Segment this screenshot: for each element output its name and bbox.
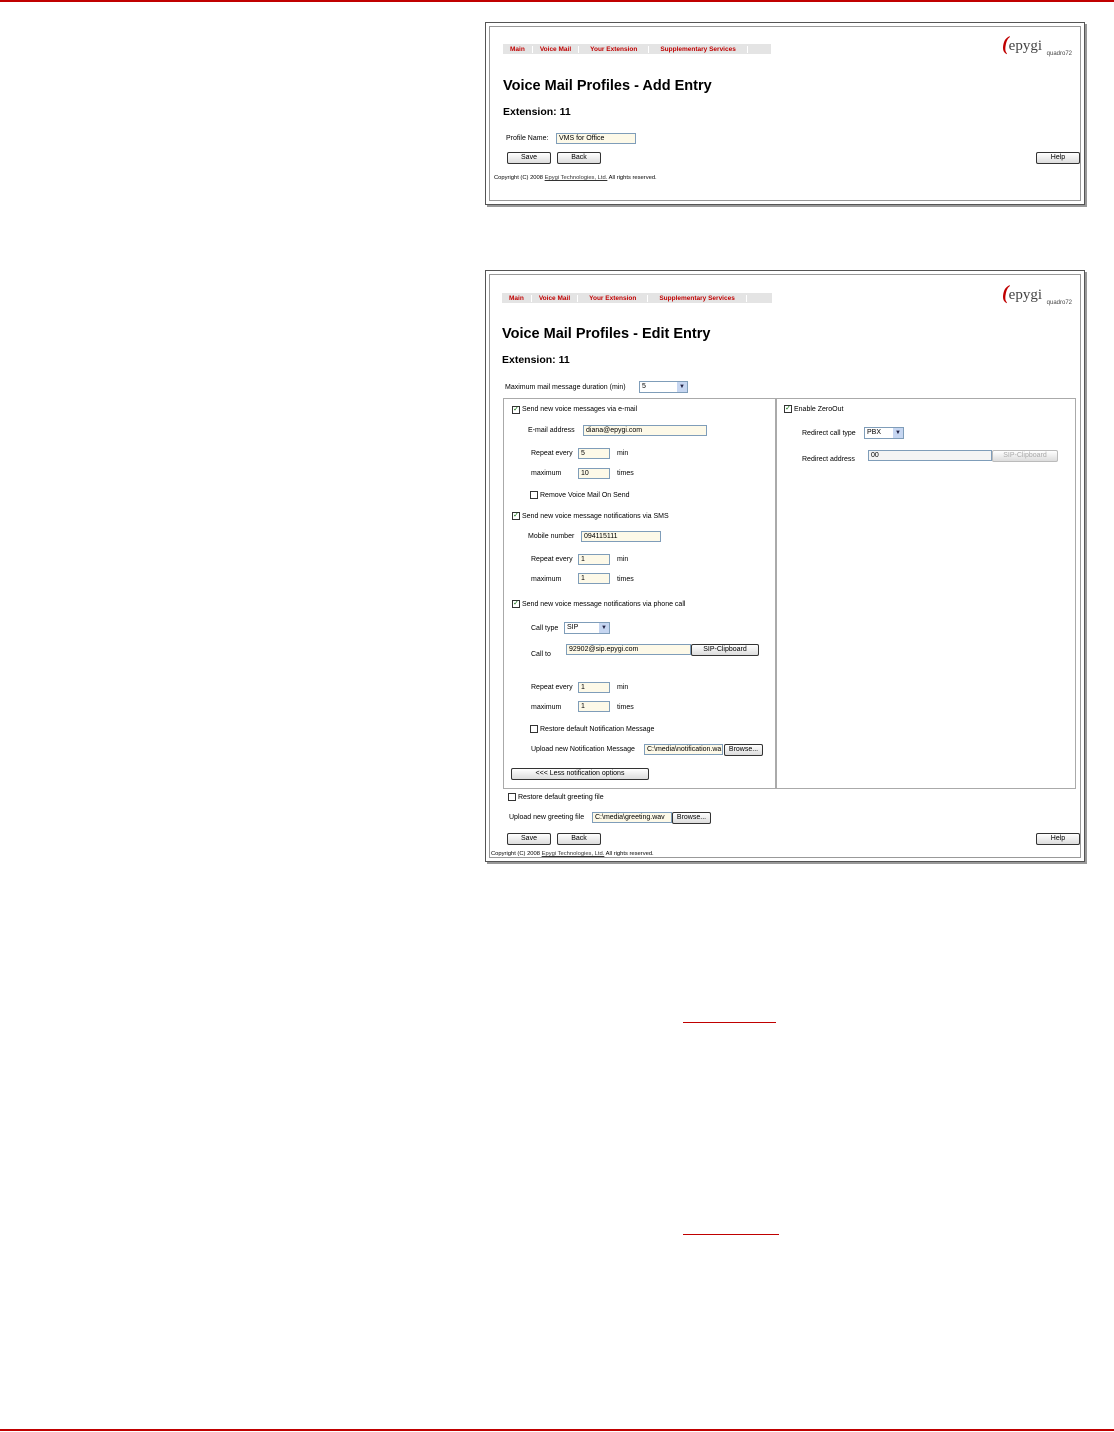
restore-notification-checkbox[interactable] xyxy=(530,725,538,733)
top-rule xyxy=(0,0,1114,2)
remove-voicemail-label: Remove Voice Mail On Send xyxy=(540,492,630,499)
save-button[interactable]: Save xyxy=(507,833,551,845)
email-repeat-input[interactable]: 5 xyxy=(578,448,610,459)
copyright-link[interactable]: Epygi Technologies, Ltd. xyxy=(544,175,608,181)
link-underline-1 xyxy=(683,1022,776,1023)
nav-voice-mail[interactable]: Voice Mail xyxy=(532,295,578,302)
phone-call-checkbox[interactable]: ✓ xyxy=(513,600,519,607)
max-duration-label: Maximum mail message duration (min) xyxy=(505,384,626,391)
call-type-select[interactable]: SIP ▼ xyxy=(564,622,610,634)
nav-your-extension[interactable]: Your Extension xyxy=(578,295,648,302)
extension-label: Extension: 11 xyxy=(502,354,570,366)
chevron-down-icon: ▼ xyxy=(677,382,687,392)
add-entry-screenshot xyxy=(485,22,1085,205)
zeroout-checkbox[interactable]: ✓ xyxy=(785,405,791,412)
epygi-logo: (epygi quadro72 xyxy=(1002,282,1072,306)
phone-max-unit: times xyxy=(617,704,634,711)
nav-bar xyxy=(502,293,772,303)
sip-clipboard-button[interactable]: SIP-Clipboard xyxy=(691,644,759,656)
nav-supplementary-services[interactable]: Supplementary Services xyxy=(648,295,747,302)
zeroout-sip-clipboard-button[interactable]: SIP-Clipboard xyxy=(992,450,1058,462)
restore-greeting-checkbox[interactable] xyxy=(508,793,516,801)
upload-notification-input[interactable]: C:\media\notification.wa xyxy=(644,744,723,755)
sms-check-label: Send new voice message notifications via SMS xyxy=(522,513,669,520)
copyright: Copyright (C) 2008 Epygi Technologies, Ltd. All rights reserved. xyxy=(491,851,654,857)
upload-greeting-label: Upload new greeting file xyxy=(509,814,585,821)
restore-notification-label: Restore default Notification Message xyxy=(540,726,655,733)
phone-max-input[interactable]: 1 xyxy=(578,701,610,712)
sms-repeat-label: Repeat every xyxy=(531,556,573,563)
mobile-number-input[interactable]: 094115111 xyxy=(581,531,661,542)
email-address-label: E-mail address xyxy=(528,427,575,434)
email-repeat-unit: min xyxy=(617,450,629,457)
profile-name-input[interactable]: VMS for Office xyxy=(556,133,636,144)
help-button[interactable]: Help xyxy=(1036,833,1080,845)
email-repeat-label: Repeat every xyxy=(531,450,573,457)
less-options-button[interactable]: <<< Less notification options xyxy=(511,768,649,780)
redirect-type-label: Redirect call type xyxy=(802,430,856,437)
upload-notification-label: Upload new Notification Message xyxy=(531,746,635,753)
sms-max-input[interactable]: 1 xyxy=(578,573,610,584)
email-max-label: maximum xyxy=(531,470,562,477)
sms-repeat-unit: min xyxy=(617,556,629,563)
nav-main[interactable]: Main xyxy=(503,46,533,53)
email-max-unit: times xyxy=(617,470,634,477)
phone-repeat-input[interactable]: 1 xyxy=(578,682,610,693)
edit-entry-screenshot xyxy=(485,270,1085,862)
remove-voicemail-checkbox[interactable] xyxy=(530,491,538,499)
phone-max-label: maximum xyxy=(531,704,562,711)
profile-name-label: Profile Name: xyxy=(506,135,549,142)
email-check-label: Send new voice messages via e-mail xyxy=(522,406,638,413)
help-button[interactable]: Help xyxy=(1036,152,1080,164)
nav-main[interactable]: Main xyxy=(502,295,532,302)
call-to-input[interactable]: 92902@sip.epygi.com xyxy=(566,644,691,655)
call-type-label: Call type xyxy=(531,625,559,632)
browse-notification-button[interactable]: Browse... xyxy=(724,744,763,756)
chevron-down-icon: ▼ xyxy=(599,623,609,633)
mobile-number-label: Mobile number xyxy=(528,533,575,540)
save-button[interactable]: Save xyxy=(507,152,551,164)
redirect-address-label: Redirect address xyxy=(802,456,855,463)
bottom-rule xyxy=(0,1429,1114,1431)
restore-greeting-label: Restore default greeting file xyxy=(518,794,604,801)
chevron-down-icon: ▼ xyxy=(893,428,903,438)
redirect-type-select[interactable]: PBX ▼ xyxy=(864,427,904,439)
phone-call-check-label: Send new voice message notifications via phone call xyxy=(522,601,686,608)
phone-repeat-unit: min xyxy=(617,684,629,691)
link-underline-2 xyxy=(683,1234,779,1235)
max-duration-select[interactable]: 5 ▼ xyxy=(639,381,688,393)
phone-repeat-label: Repeat every xyxy=(531,684,573,691)
upload-greeting-input[interactable]: C:\media\greeting.wav xyxy=(592,812,672,823)
nav-bar xyxy=(503,44,771,54)
page-title: Voice Mail Profiles - Edit Entry xyxy=(502,326,711,342)
browse-greeting-button[interactable]: Browse... xyxy=(672,812,711,824)
copyright: Copyright (C) 2008 Epygi Technologies, Ltd. All rights reserved. xyxy=(494,175,657,181)
nav-voice-mail[interactable]: Voice Mail xyxy=(533,46,579,53)
extension-label: Extension: 11 xyxy=(503,106,571,118)
redirect-address-input[interactable]: 00 xyxy=(868,450,992,461)
zeroout-check-label: Enable ZeroOut xyxy=(794,406,844,413)
nav-your-extension[interactable]: Your Extension xyxy=(579,46,649,53)
copyright-link[interactable]: Epygi Technologies, Ltd. xyxy=(541,851,605,857)
epygi-logo: (epygi quadro72 xyxy=(1002,33,1072,57)
sms-max-label: maximum xyxy=(531,576,562,583)
sms-repeat-input[interactable]: 1 xyxy=(578,554,610,565)
call-to-label: Call to xyxy=(531,651,551,658)
back-button[interactable]: Back xyxy=(557,152,601,164)
email-max-input[interactable]: 10 xyxy=(578,468,610,479)
back-button[interactable]: Back xyxy=(557,833,601,845)
page-title: Voice Mail Profiles - Add Entry xyxy=(503,78,712,94)
nav-supplementary-services[interactable]: Supplementary Services xyxy=(649,46,748,53)
email-checkbox[interactable]: ✓ xyxy=(513,406,519,413)
sms-checkbox[interactable]: ✓ xyxy=(513,512,519,519)
email-address-input[interactable]: diana@epygi.com xyxy=(583,425,707,436)
sms-max-unit: times xyxy=(617,576,634,583)
